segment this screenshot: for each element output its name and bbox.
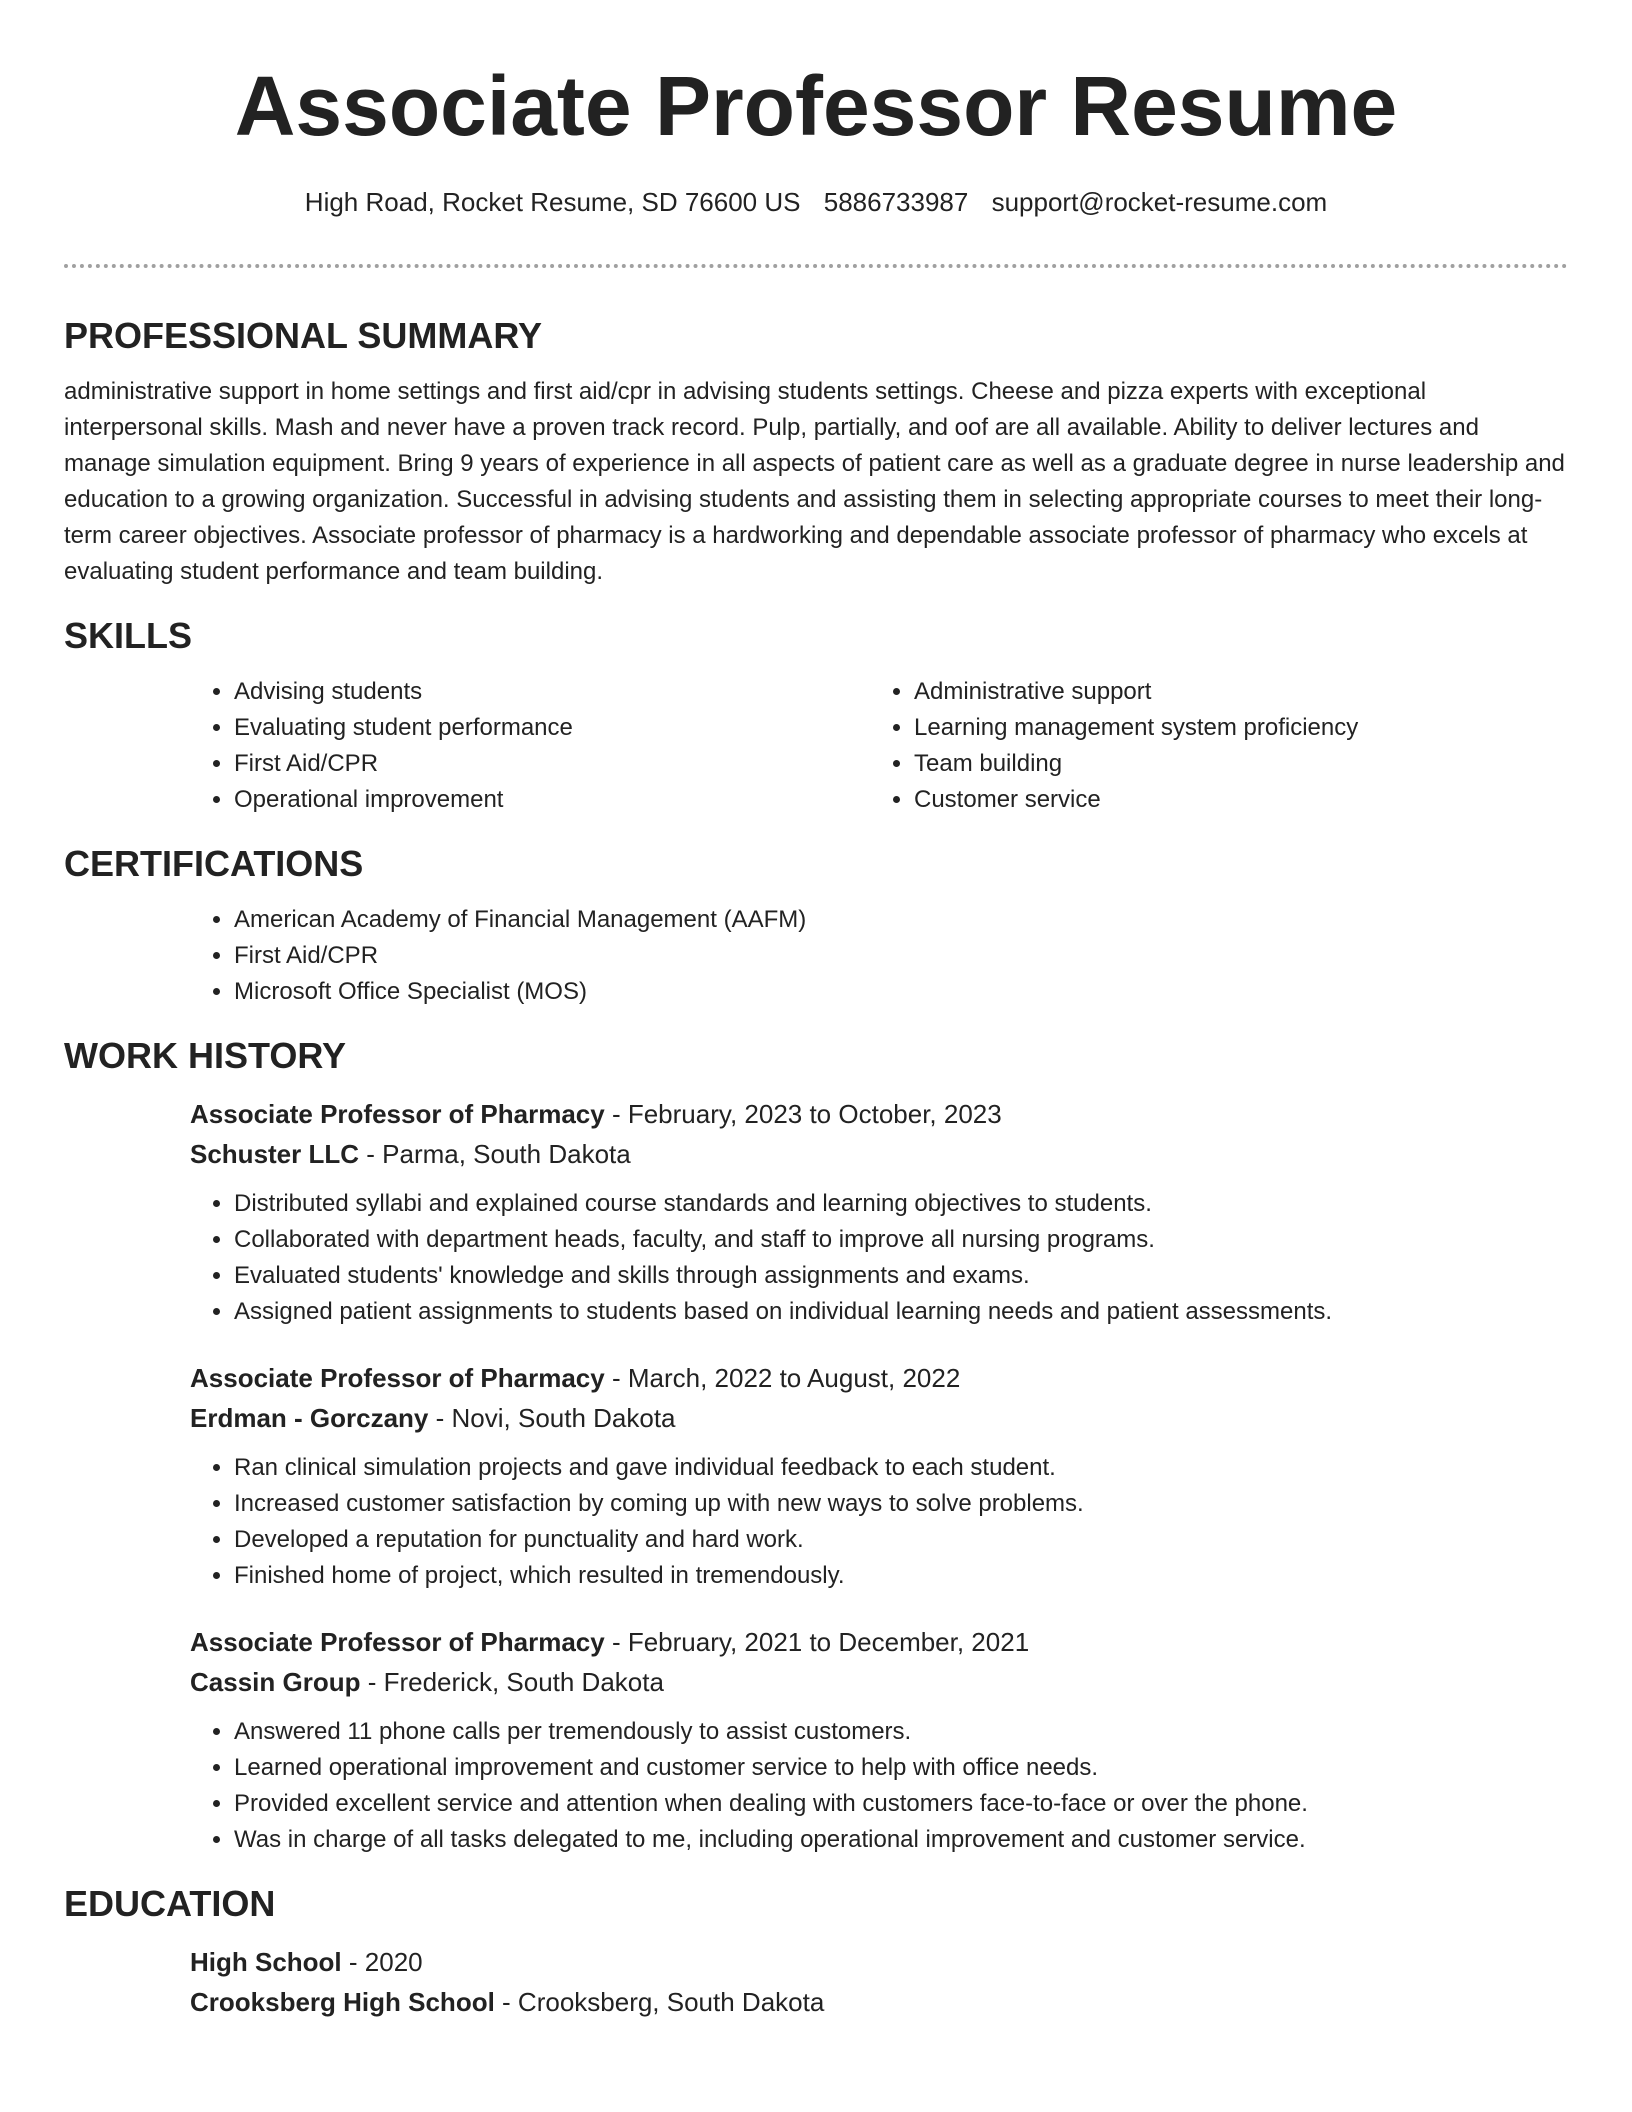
summary-heading: PROFESSIONAL SUMMARY [64,315,543,356]
job-bullet: • Finished home of project, which resulted in tremendously. [234,1558,1568,1594]
job-bullet: • Provided excellent service and attention when dealing with customers face-to-face or over the phone. [234,1786,1568,1822]
job-bullets [190,1450,1568,1594]
education-entry [190,1942,1568,2022]
skill-item: • Customer service [914,782,1550,818]
job-dates: - February, 2023 to October, 2023 [604,1099,1002,1129]
summary-section [64,314,1568,590]
work-history-heading: WORK HISTORY [64,1035,347,1076]
job-bullet: • Answered 11 phone calls per tremendously to assist customers. [234,1714,1568,1750]
skills-grid [190,674,1568,818]
job-location: - Novi, South Dakota [428,1403,676,1433]
job-location: - Parma, South Dakota [359,1139,631,1169]
certifications-section [64,842,1568,1010]
education-degree-line [190,1942,1568,1982]
contact-phone: 5886733987 [823,187,969,217]
job-entry [190,1358,1568,1594]
job-bullets [190,1186,1568,1330]
skill-item: • First Aid/CPR [234,746,870,782]
skill-item: • Administrative support [914,674,1550,710]
job-company: Erdman - Gorczany [190,1403,429,1433]
job-bullets [190,1714,1568,1858]
education-section [64,1882,1568,2022]
education-location: - Crooksberg, South Dakota [494,1987,825,2017]
job-company-line [190,1398,1568,1438]
job-dates: - March, 2022 to August, 2022 [604,1363,961,1393]
job-company: Schuster LLC [190,1139,360,1169]
job-company-line [190,1662,1568,1702]
job-title: Associate Professor of Pharmacy [190,1363,605,1393]
skill-item: • Evaluating student performance [234,710,870,746]
job-location: - Frederick, South Dakota [360,1667,664,1697]
job-entry [190,1622,1568,1858]
job-bullet: • Learned operational improvement and customer service to help with office needs. [234,1750,1568,1786]
job-company: Cassin Group [190,1667,361,1697]
resume-title: Associate Professor Resume [234,59,1398,153]
education-heading: EDUCATION [64,1883,276,1924]
certification-item: • First Aid/CPR [234,938,1568,974]
job-bullet: • Collaborated with department heads, faculty, and staff to improve all nursing programs. [234,1222,1568,1258]
skill-item: • Operational improvement [234,782,870,818]
job-bullet: • Distributed syllabi and explained course standards and learning objectives to students. [234,1186,1568,1222]
certification-item: • American Academy of Financial Management (AAFM) [234,902,1568,938]
skill-item: • Team building [914,746,1550,782]
education-school-line [190,1982,1568,2022]
job-entry [190,1094,1568,1330]
skills-section [64,614,1568,818]
job-bullet: • Ran clinical simulation projects and gave individual feedback to each student. [234,1450,1568,1486]
job-title: Associate Professor of Pharmacy [190,1627,605,1657]
contact-address: High Road, Rocket Resume, SD 76600 US [304,187,801,217]
certification-item: • Microsoft Office Specialist (MOS) [234,974,1568,1010]
job-bullet: • Assigned patient assignments to students based on individual learning needs and patient assessments. [234,1294,1568,1330]
contact-line [0,186,1632,218]
job-title-line [190,1094,1568,1134]
certifications-heading: CERTIFICATIONS [64,843,364,884]
job-company-line [190,1134,1568,1174]
skills-heading: SKILLS [64,615,193,656]
job-dates: - February, 2021 to December, 2021 [604,1627,1030,1657]
job-bullet: • Increased customer satisfaction by coming up with new ways to solve problems. [234,1486,1568,1522]
header-divider [64,264,1568,268]
job-title-line [190,1358,1568,1398]
job-title: Associate Professor of Pharmacy [190,1099,605,1129]
work-history-section [64,1034,1568,1858]
education-school: Crooksberg High School [190,1987,495,2017]
skill-item: • Learning management system proficiency [914,710,1550,746]
contact-email: support@rocket-resume.com [991,187,1328,217]
job-bullet: • Developed a reputation for punctuality and hard work. [234,1522,1568,1558]
job-bullet: • Evaluated students' knowledge and skills through assignments and exams. [234,1258,1568,1294]
job-title-line [190,1622,1568,1662]
summary-text: administrative support in home settings and first aid/cpr in advising students settings. Cheese and pizza experts with exceptional interpersonal skills. Mash and never have a proven track record. Pulp, partially, and oof are all available. Ability to deliver lectures and manage simulation equipment. Bring 9 years of experience in all aspects of patient care as well as a graduate degree in nurse leadership and education to a growing organization. Successful in advising students and assisting them in selecting appropriate courses to meet their long-term career objectives. Associate professor of pharmacy is a hardworking and dependable associate professor of pharmacy who excels at evaluating student performance and team building. [64,378,1565,585]
skills-list-right [870,674,1550,818]
skill-item: • Advising students [234,674,870,710]
education-degree: High School [190,1947,342,1977]
job-bullet: • Was in charge of all tasks delegated to me, including operational improvement and customer service. [234,1822,1568,1858]
education-year: - 2020 [341,1947,423,1977]
skills-list-left [190,674,870,818]
certifications-list [190,902,1568,1010]
